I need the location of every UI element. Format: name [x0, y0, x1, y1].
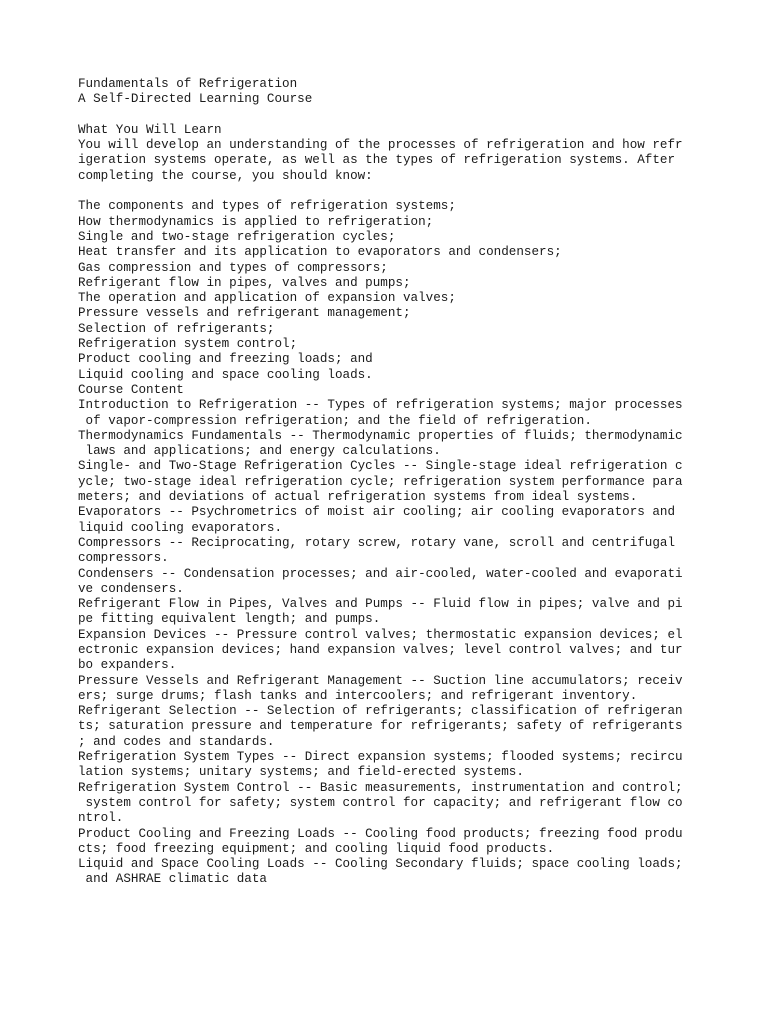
- content-line: ts; saturation pressure and temperature for refrigerants; safety of refrigerants: [78, 719, 683, 734]
- document-title: Fundamentals of Refrigeration: [78, 77, 298, 91]
- content-line: bo expanders.: [78, 658, 177, 673]
- content-line: lation systems; unitary systems; and field-erected systems.: [78, 765, 524, 780]
- intro-line: You will develop an understanding of the processes of refrigeration and how refr: [78, 138, 683, 153]
- content-line: cts; food freezing equipment; and cooling liquid food products.: [78, 841, 555, 856]
- content-line: and ASHRAE climatic data: [78, 872, 267, 887]
- content-line: Liquid and Space Cooling Loads -- Cooling Secondary fluids; space cooling loads;: [78, 857, 683, 872]
- content-line: liquid cooling evaporators.: [78, 520, 283, 535]
- outcome-item: The components and types of refrigeration systems;: [78, 199, 456, 214]
- content-line: compressors.: [78, 551, 169, 566]
- content-line: Refrigeration System Types -- Direct expansion systems; flooded systems; recircu: [78, 750, 683, 765]
- spacer: [78, 184, 758, 199]
- content-line: laws and applications; and energy calculations.: [78, 444, 441, 459]
- document-subtitle: A Self-Directed Learning Course: [78, 92, 313, 107]
- content-line: Refrigeration System Control -- Basic measurements, instrumentation and control;: [78, 780, 683, 795]
- content-line: Pressure Vessels and Refrigerant Management -- Suction line accumulators; receiv: [78, 673, 683, 688]
- document-body: [78, 77, 758, 888]
- outcome-item: Refrigeration system control;: [78, 337, 298, 352]
- content-line: Evaporators -- Psychrometrics of moist air cooling; air cooling evaporators and: [78, 505, 676, 520]
- content-line: Thermodynamics Fundamentals -- Thermodynamic properties of fluids; thermodynamic: [78, 428, 683, 443]
- content-line: ntrol.: [78, 811, 124, 826]
- content-heading: Course Content: [78, 382, 184, 397]
- outcome-item: Heat transfer and its application to evaporators and condensers;: [78, 245, 562, 260]
- outcome-item: How thermodynamics is applied to refrigeration;: [78, 214, 434, 229]
- outcome-item: Liquid cooling and space cooling loads.: [78, 367, 373, 382]
- outcomes-list: [78, 199, 758, 383]
- content-line: ectronic expansion devices; hand expansion valves; level control valves; and tur: [78, 642, 683, 657]
- outcome-item: Gas compression and types of compressors;: [78, 260, 388, 275]
- outcome-item: Selection of refrigerants;: [78, 321, 275, 336]
- spacer: [78, 108, 758, 123]
- content-line: pe fitting equivalent length; and pumps.: [78, 612, 381, 627]
- content-line: ve condensers.: [78, 581, 184, 596]
- content-line: Introduction to Refrigeration -- Types of refrigeration systems; major processes: [78, 398, 683, 413]
- content-line: Compressors -- Reciprocating, rotary screw, rotary vane, scroll and centrifugal: [78, 535, 676, 550]
- content-line: system control for safety; system control for capacity; and refrigerant flow co: [78, 795, 683, 810]
- content-line: Refrigerant Selection -- Selection of refrigerants; classification of refrigeran: [78, 704, 683, 719]
- outcome-item: The operation and application of expansion valves;: [78, 291, 456, 306]
- content-line: ycle; two-stage ideal refrigeration cycle; refrigeration system performance para: [78, 474, 683, 489]
- content-line: meters; and deviations of actual refrigeration systems from ideal systems.: [78, 490, 638, 505]
- outcome-item: Single and two-stage refrigeration cycles;: [78, 229, 396, 244]
- intro-line: completing the course, you should know:: [78, 168, 373, 183]
- outcome-item: Pressure vessels and refrigerant management;: [78, 306, 411, 321]
- learn-heading: What You Will Learn: [78, 122, 222, 137]
- content-line: ers; surge drums; flash tanks and intercoolers; and refrigerant inventory.: [78, 688, 638, 703]
- content-line: Condensers -- Condensation processes; and air-cooled, water-cooled and evaporati: [78, 566, 683, 581]
- outcome-item: Refrigerant flow in pipes, valves and pumps;: [78, 275, 411, 290]
- course-content-list: [78, 398, 758, 888]
- content-line: Refrigerant Flow in Pipes, Valves and Pumps -- Fluid flow in pipes; valve and pi: [78, 597, 683, 612]
- content-line: Expansion Devices -- Pressure control valves; thermostatic expansion devices; el: [78, 627, 683, 642]
- content-line: of vapor-compression refrigeration; and the field of refrigeration.: [78, 413, 592, 428]
- content-line: Single- and Two-Stage Refrigeration Cycles -- Single-stage ideal refrigeration c: [78, 459, 683, 474]
- content-line: ; and codes and standards.: [78, 734, 275, 749]
- outcome-item: Product cooling and freezing loads; and: [78, 352, 373, 367]
- intro-line: igeration systems operate, as well as the types of refrigeration systems. After: [78, 153, 676, 168]
- content-line: Product Cooling and Freezing Loads -- Cooling food products; freezing food produ: [78, 826, 683, 841]
